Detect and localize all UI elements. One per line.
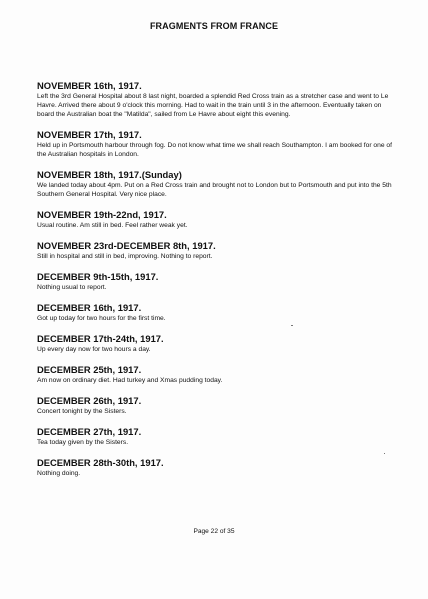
entry-date: DECEMBER 27th, 1917. [37,426,142,437]
entry-text: Am now on ordinary diet. Had turkey and Xmas pudding today. [37,377,223,384]
diary-entry [37,271,397,292]
entry-date: NOVEMBER 17th, 1917. [37,129,142,140]
diary-entry [37,426,397,447]
entry-text: Up every day now for two hours a day. [37,346,151,353]
diary-entry [37,302,397,323]
diary-entry [37,129,397,159]
entry-text: Still in hospital and still in bed, improving. Nothing to report. [37,253,213,260]
entry-text: Held up in Portsmouth harbour through fog. Do not know what time we shall reach Southampton. I am booked for one of the Australian hospitals in London. [37,142,393,158]
entry-date: NOVEMBER 18th, 1917.(Sunday) [37,169,182,180]
diary-entry [37,80,397,119]
entry-date: NOVEMBER 23rd-DECEMBER 8th, 1917. [37,240,216,251]
entry-text: Concert tonight by the Sisters. [37,408,127,415]
scan-speck [291,325,293,326]
diary-entry [37,209,397,230]
entry-text: We landed today about 4pm. Put on a Red Cross train and brought not to London but to Portsmouth and put into the 5th Southern General Hospital. Very nice place. [37,182,392,198]
entry-date: DECEMBER 9th-15th, 1917. [37,271,159,282]
entry-text: Nothing doing. [37,470,81,477]
diary-entries [37,80,397,488]
entry-text: Nothing usual to report. [37,284,107,291]
diary-entry [37,457,397,478]
entry-text: Tea today given by the Sisters. [37,439,129,446]
entry-date: NOVEMBER 16th, 1917. [37,80,142,91]
diary-entry [37,333,397,354]
diary-entry [37,364,397,385]
entry-text: Left the 3rd General Hospital about 8 last night, boarded a splendid Red Cross train as a stretcher case and went to Le Havre. Arrived there about 9 o'clock this morning. Had to wait in the train until 3 in the afternoon. Eventually taken on board the Australian boat the "Matilda", sailed from Le Havre about eight this evening. [37,93,389,118]
entry-date: DECEMBER 28th-30th, 1917. [37,457,164,468]
diary-entry [37,395,397,416]
page-number: Page 22 of 35 [193,528,235,535]
entry-text: Usual routine. Am still in bed. Feel rather weak yet. [37,222,188,229]
entry-date: DECEMBER 26th, 1917. [37,395,142,406]
page-title: FRAGMENTS FROM FRANCE [149,21,279,31]
entry-date: DECEMBER 16th, 1917. [37,302,142,313]
entry-date: NOVEMBER 19th-22nd, 1917. [37,209,167,220]
diary-entry [37,169,397,199]
entry-date: DECEMBER 17th-24th, 1917. [37,333,164,344]
scan-speck [384,453,385,454]
entry-date: DECEMBER 25th, 1917. [37,364,142,375]
entry-text: Got up today for two hours for the first time. [37,315,166,322]
diary-entry [37,240,397,261]
